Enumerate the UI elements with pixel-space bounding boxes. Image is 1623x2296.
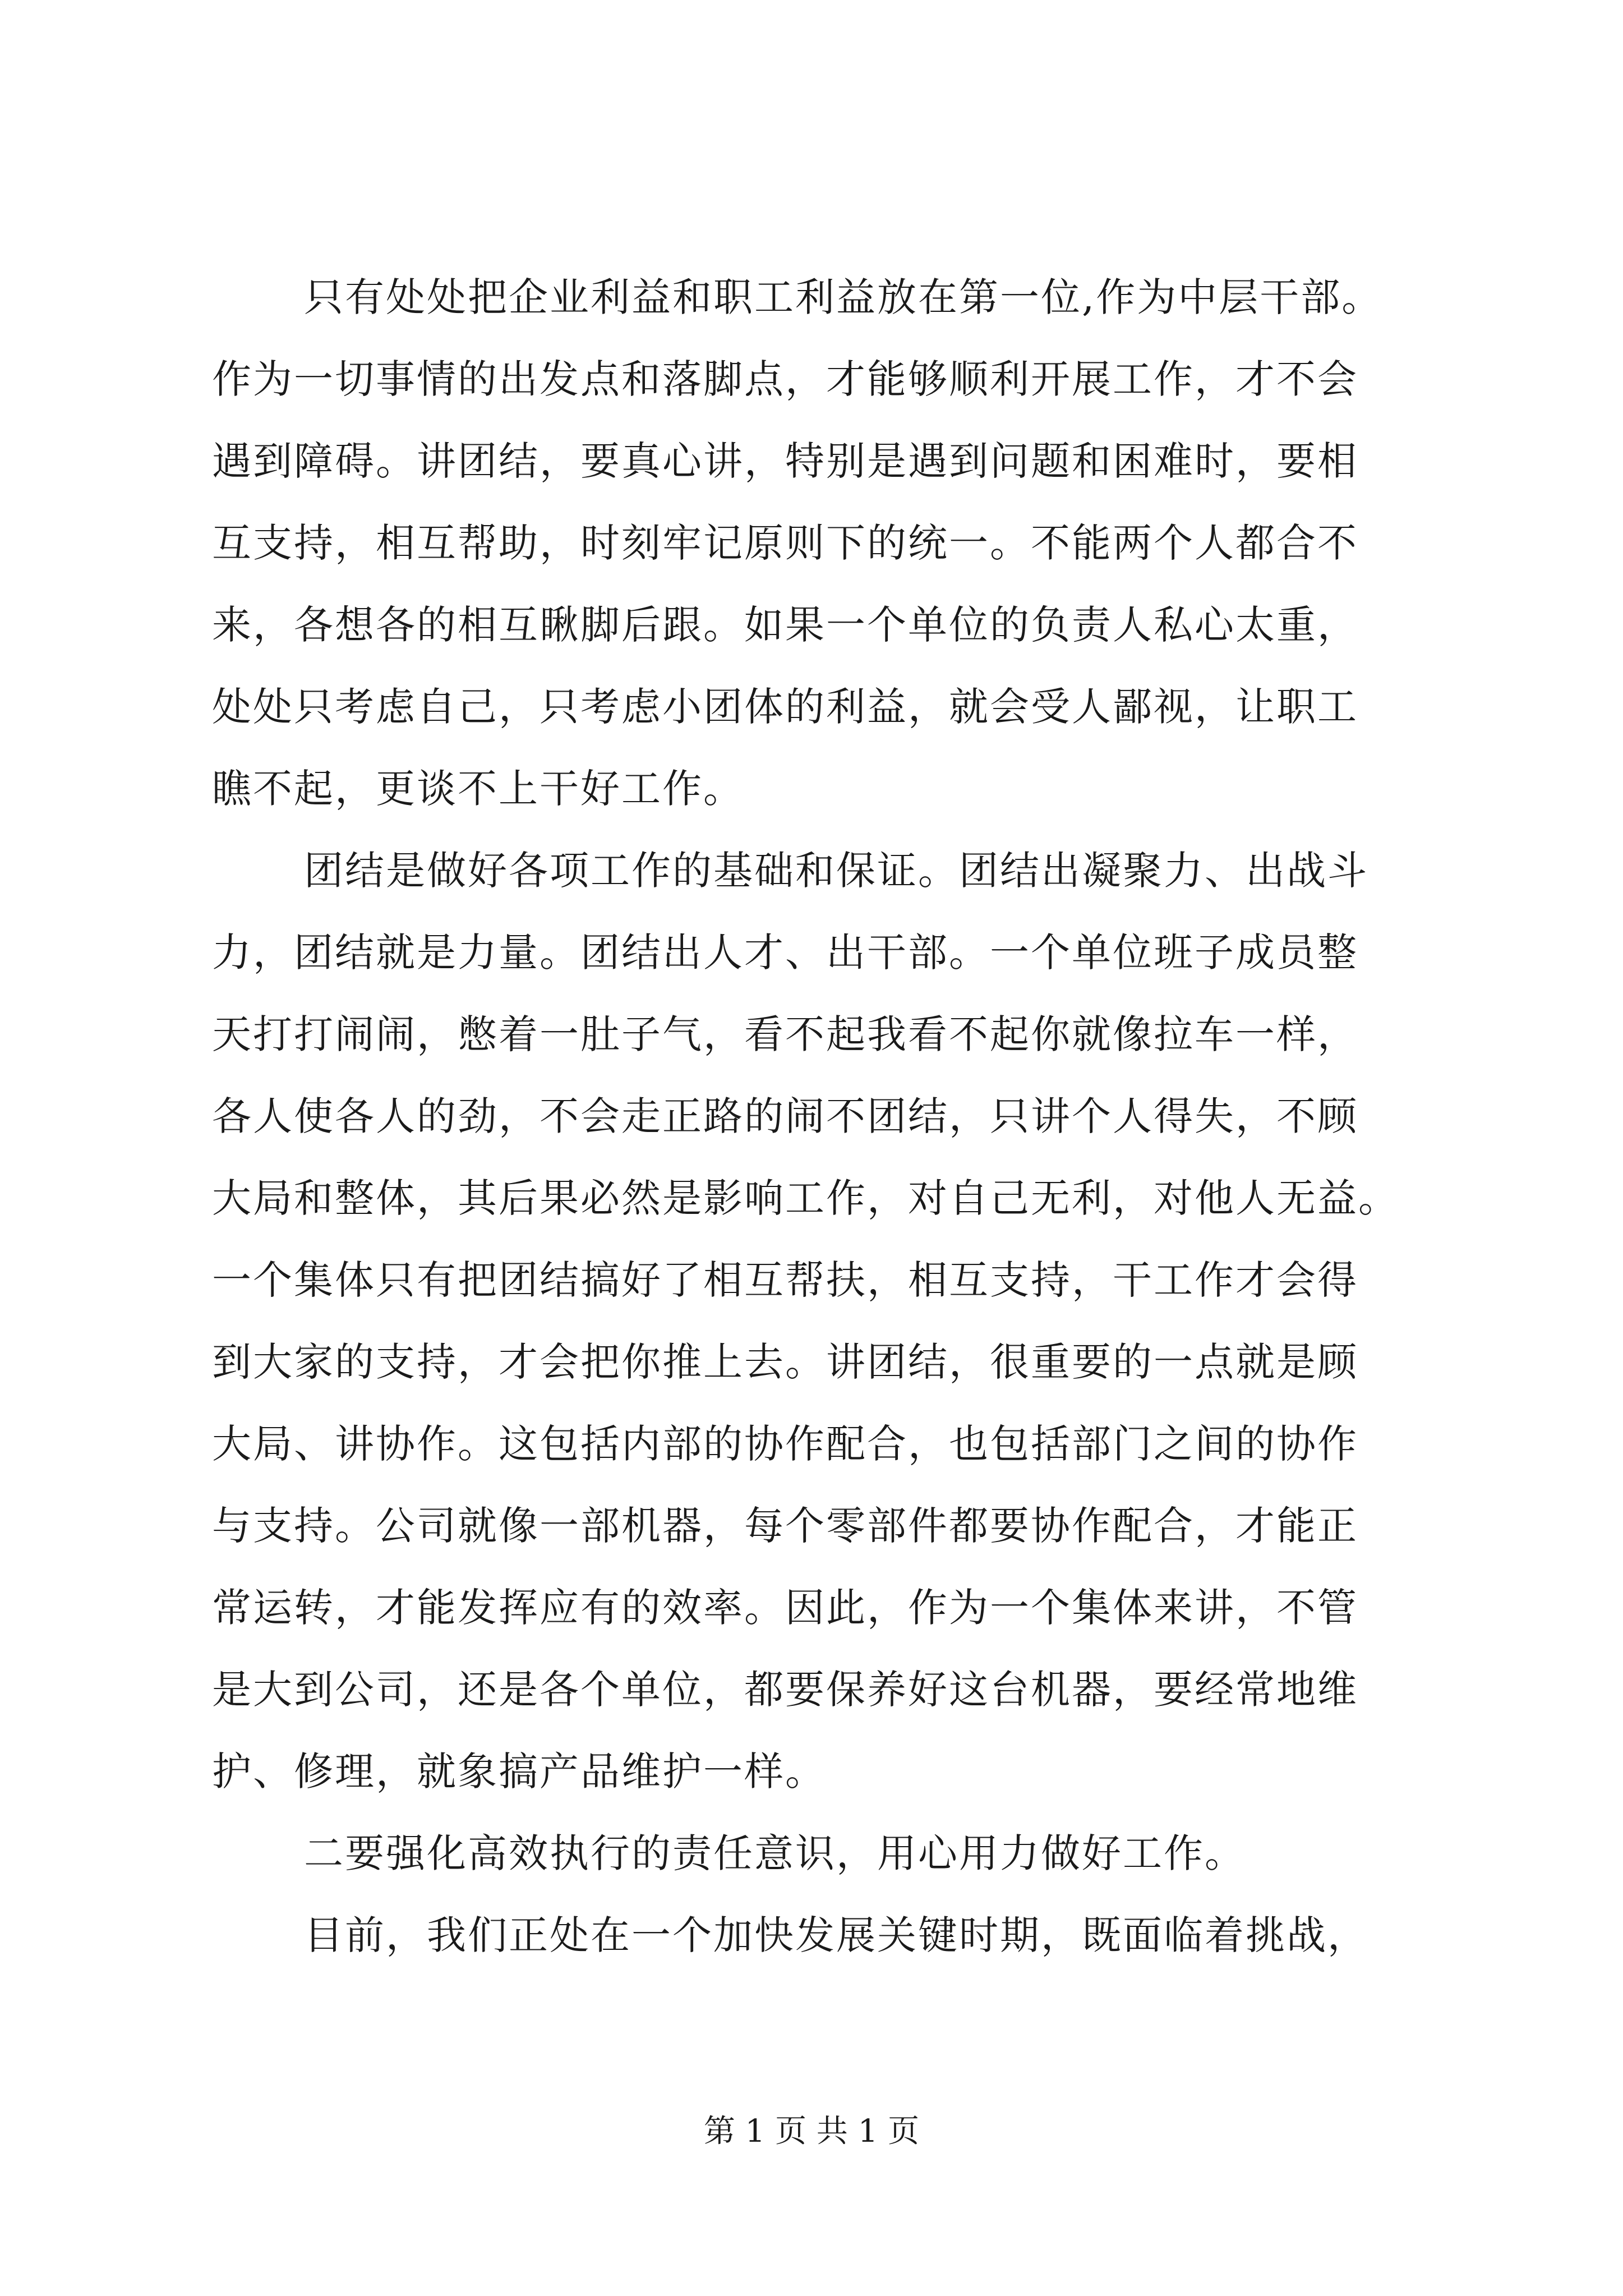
text-line: 瞧不起，更谈不上干好工作。	[212, 766, 744, 812]
text-line: 团结是做好各项工作的基础和保证。团结出凝聚力、出战斗	[304, 848, 1368, 894]
text-line: 大局和整体，其后果必然是影响工作，对自己无利，对他人无益。	[212, 1175, 1399, 1221]
text-line: 二要强化高效执行的责任意识，用心用力做好工作。	[304, 1830, 1246, 1876]
text-line: 常运转，才能发挥应有的效率。因此，作为一个集体来讲，不管	[212, 1585, 1358, 1631]
text-line: 只有处处把企业利益和职工利益放在第一位,作为中层干部。	[304, 274, 1383, 320]
text-line: 力，团结就是力量。团结出人才、出干部。一个单位班子成员整	[212, 930, 1358, 976]
text-line: 目前，我们正处在一个加快发展关键时期，既面临着挑战，	[304, 1912, 1368, 1958]
text-line: 到大家的支持，才会把你推上去。讲团结，很重要的一点就是顾	[212, 1339, 1358, 1385]
body-text	[212, 264, 1451, 1984]
page-footer	[0, 2109, 1623, 2154]
text-line: 一个集体只有把团结搞好了相互帮扶，相互支持，干工作才会得	[212, 1257, 1358, 1303]
text-line: 大局、讲协作。这包括内部的协作配合，也包括部门之间的协作	[212, 1421, 1358, 1467]
text-line: 处处只考虑自己，只考虑小团体的利益，就会受人鄙视，让职工	[212, 684, 1358, 730]
text-line: 与支持。公司就像一部机器，每个零部件都要协作配合，才能正	[212, 1503, 1358, 1549]
text-line: 天打打闹闹，憋着一肚子气，看不起我看不起你就像拉车一样，	[212, 1011, 1358, 1057]
text-line: 各人使各人的劲，不会走正路的闹不团结，只讲个人得失，不顾	[212, 1093, 1358, 1139]
text-line: 遇到障碍。讲团结，要真心讲，特别是遇到问题和困难时，要相	[212, 438, 1358, 484]
page-number-label: 第 1 页 共 1 页	[703, 2113, 920, 2150]
text-line: 作为一切事情的出发点和落脚点，才能够顺利开展工作，才不会	[212, 356, 1358, 402]
text-line: 护、修理，就象搞产品维护一样。	[212, 1749, 826, 1795]
text-line: 互支持，相互帮助，时刻牢记原则下的统一。不能两个人都合不	[212, 520, 1358, 566]
text-line: 来，各想各的相互瞅脚后跟。如果一个单位的负责人私心太重，	[212, 602, 1358, 648]
text-line: 是大到公司，还是各个单位，都要保养好这台机器，要经常地维	[212, 1667, 1358, 1713]
